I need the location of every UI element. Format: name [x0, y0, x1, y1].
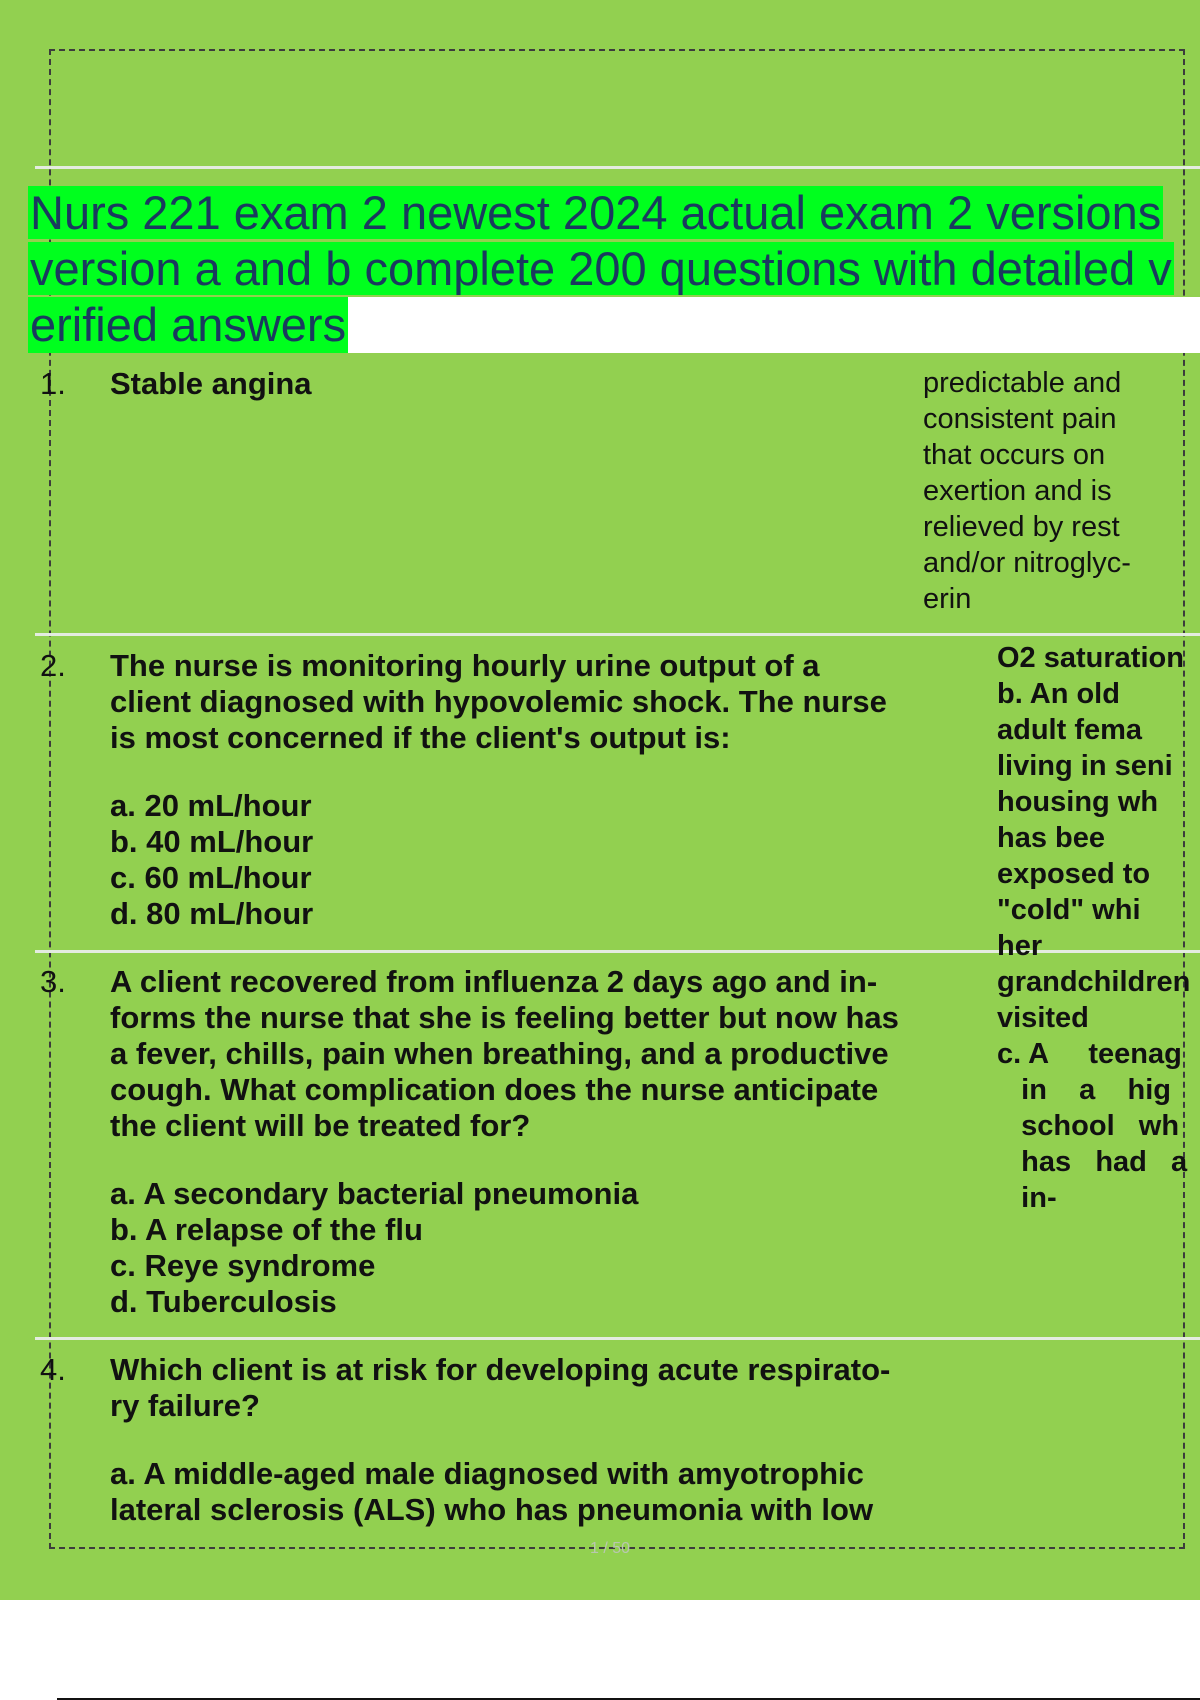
answer-line: and/or nitroglyc-	[923, 547, 1131, 579]
question-line: the client will be treated for?	[110, 1108, 531, 1143]
divider	[35, 633, 1200, 636]
answer-line: living in seni	[997, 750, 1173, 782]
divider	[35, 166, 1200, 169]
question-text	[110, 964, 920, 1320]
answer-line: "cold" whi	[997, 894, 1141, 926]
answer-column	[997, 640, 1200, 1216]
answer-line: that occurs on	[923, 439, 1106, 471]
answer-line: in-	[997, 1182, 1057, 1214]
question-line: ry failure?	[110, 1388, 260, 1423]
answer-option: lateral sclerosis (ALS) who has pneumonia with low	[110, 1492, 874, 1527]
answer-line: has bee	[997, 822, 1105, 854]
answer-line: adult fema	[997, 714, 1143, 746]
answer-line: grandchildren	[997, 966, 1191, 998]
question-line: client diagnosed with hypovolemic shock. The nurse	[110, 684, 887, 719]
answer-option: b. 40 mL/hour	[110, 824, 314, 859]
page-indicator: 1 / 50	[590, 1540, 631, 1557]
answer-line: exertion and is	[923, 475, 1112, 507]
answer-line: consistent pain	[923, 403, 1117, 435]
question-line: Which client is at risk for developing acute respirato-	[110, 1352, 891, 1387]
question-number: 1.	[40, 366, 66, 401]
answer-line: erin	[923, 583, 972, 615]
answer-line: visited	[997, 1002, 1089, 1034]
question-line: forms the nurse that she is feeling better but now has	[110, 1000, 899, 1035]
answer-line: has had a	[997, 1146, 1188, 1178]
question-text: Stable angina	[110, 366, 312, 401]
title-line-3: erified answers	[30, 298, 347, 351]
answer-line: housing wh	[997, 786, 1159, 818]
answer-option: b. A relapse of the flu	[110, 1212, 423, 1247]
answer-option: c. Reye syndrome	[110, 1248, 376, 1283]
answer-option: d. Tuberculosis	[110, 1284, 337, 1319]
question-text	[110, 1352, 920, 1528]
answer-line: predictable and	[923, 367, 1122, 399]
answer-text	[923, 365, 1163, 617]
question-number: 4.	[40, 1352, 66, 1387]
answer-line: in a hig	[997, 1074, 1172, 1106]
answer-line: exposed to	[997, 858, 1151, 890]
document-title	[28, 185, 1200, 353]
question-text	[110, 648, 920, 932]
question-number: 3.	[40, 964, 66, 999]
question-line: A client recovered from influenza 2 days ago and in-	[110, 964, 878, 999]
question-line: is most concerned if the client's output is:	[110, 720, 731, 755]
question-line: The nurse is monitoring hourly urine output of a	[110, 648, 820, 683]
answer-line: O2 saturation	[997, 642, 1184, 674]
answer-line: b. An old	[997, 678, 1120, 710]
answer-line: relieved by rest	[923, 511, 1120, 543]
question-line: cough. What complication does the nurse anticipate	[110, 1072, 879, 1107]
question-number: 2.	[40, 648, 66, 683]
answer-line: her	[997, 930, 1043, 962]
title-line-2: version a and b complete 200 questions with detailed v	[30, 242, 1172, 295]
answer-line: c. A teenag	[997, 1038, 1182, 1070]
answer-line: school wh	[997, 1110, 1180, 1142]
question-line: a fever, chills, pain when breathing, and a productive	[110, 1036, 889, 1071]
answer-option: a. 20 mL/hour	[110, 788, 312, 823]
answer-option: a. A middle-aged male diagnosed with amyotrophic	[110, 1456, 864, 1491]
answer-option: a. A secondary bacterial pneumonia	[110, 1176, 639, 1211]
title-line-1: Nurs 221 exam 2 newest 2024 actual exam 2 versions	[30, 186, 1162, 239]
divider	[35, 1337, 1200, 1340]
answer-option: c. 60 mL/hour	[110, 860, 312, 895]
answer-option: d. 80 mL/hour	[110, 896, 314, 931]
